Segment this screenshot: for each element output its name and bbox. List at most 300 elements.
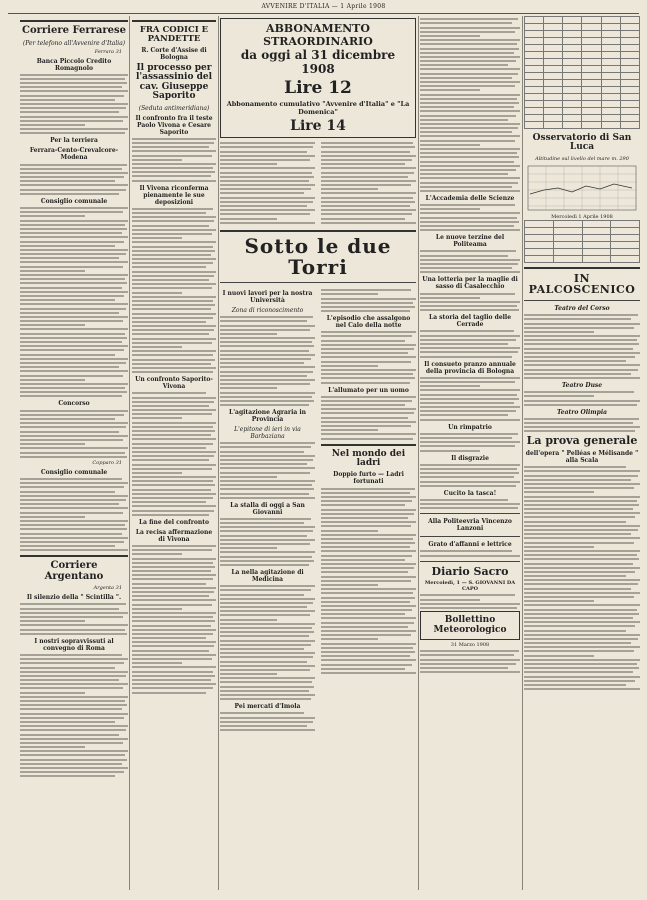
article-heading: Consiglio comunale (40, 468, 108, 476)
text-line (20, 120, 123, 122)
text-line (321, 617, 416, 619)
text-line (20, 245, 115, 247)
text-line (524, 491, 594, 493)
text-line (220, 404, 309, 406)
divider (420, 536, 520, 537)
notice-heading: Alla Politeevria Vincenzo Lanzoni (428, 518, 512, 533)
text-line (524, 500, 637, 502)
text-line (420, 659, 520, 661)
text-line (420, 169, 516, 171)
text-line (321, 289, 411, 291)
text-line (220, 539, 315, 541)
text-line (132, 155, 212, 157)
table-cell (525, 220, 554, 227)
column-rule (418, 16, 419, 890)
text-line (220, 585, 315, 587)
text-line (132, 505, 216, 507)
article-heading: La fine del confronto (138, 518, 210, 526)
text-line (524, 650, 634, 652)
text-line (20, 683, 128, 685)
text-line (20, 337, 127, 339)
text-line (220, 669, 310, 671)
table-row (525, 255, 640, 262)
text-line (321, 159, 412, 161)
divider (321, 444, 416, 446)
text-line (220, 400, 314, 402)
table-cell (563, 115, 582, 122)
table-cell (563, 31, 582, 38)
text-line (132, 434, 211, 436)
text-line (132, 570, 211, 572)
article-heading: Un confronto Saporito-Vivona (135, 376, 213, 391)
text-line (132, 671, 213, 673)
column-spettacoli (524, 16, 640, 890)
text-line (20, 228, 127, 230)
text-line (20, 612, 128, 614)
article-body (321, 396, 416, 440)
text-line (220, 635, 309, 637)
text-line (220, 379, 315, 381)
text-line (220, 451, 304, 453)
text-line (420, 182, 518, 184)
text-line (20, 358, 128, 360)
text-line (321, 630, 416, 632)
text-line (321, 298, 416, 300)
text-line (524, 356, 635, 358)
column-tribunali (132, 16, 216, 890)
table-cell (582, 87, 601, 94)
text-line (321, 492, 410, 494)
text-line (220, 387, 277, 389)
text-line (321, 163, 405, 165)
table-cell (601, 101, 620, 108)
article-heading: La nella agitazione di Medicina (231, 568, 304, 583)
text-line (132, 591, 214, 593)
text-line (20, 107, 126, 109)
article-heading: L'Accademia delle Scienze (425, 194, 515, 202)
text-line (132, 342, 212, 344)
text-line (524, 418, 639, 420)
text-line (20, 349, 124, 351)
table-cell (601, 122, 620, 129)
table-row (525, 59, 640, 66)
text-line (220, 602, 313, 604)
text-line (321, 664, 412, 666)
table-cell (620, 24, 639, 31)
article-heading: Un rimpatrio (448, 423, 492, 431)
table-cell (620, 115, 639, 122)
divider (132, 20, 216, 22)
text-line (420, 667, 508, 669)
table-cell (553, 227, 582, 234)
text-line (524, 348, 633, 350)
table-cell (544, 115, 563, 122)
weather-table (524, 16, 640, 129)
text-line (420, 450, 480, 452)
article-body (20, 478, 128, 551)
text-line (20, 456, 127, 458)
text-line (321, 172, 414, 174)
text-line (420, 671, 520, 673)
text-line (20, 257, 119, 259)
text-line (20, 168, 122, 170)
text-line (321, 369, 416, 371)
table-cell (563, 66, 582, 73)
text-line (420, 27, 520, 29)
text-line (132, 658, 212, 660)
text-line (20, 700, 125, 702)
text-line (132, 679, 211, 681)
text-line (220, 218, 277, 220)
text-line (420, 115, 516, 117)
ad-title: ABBONAMENTO STRAORDINARIO (263, 22, 373, 48)
text-line (20, 443, 85, 445)
text-line (321, 513, 414, 515)
text-line (420, 594, 515, 596)
text-line (20, 266, 123, 268)
column-rule (129, 16, 130, 890)
article-body (132, 208, 216, 373)
text-line (20, 545, 115, 547)
table-cell (601, 87, 620, 94)
table-cell (563, 80, 582, 87)
text-line (524, 671, 633, 673)
table-cell (611, 241, 640, 248)
text-line (321, 344, 416, 346)
text-line (20, 754, 125, 756)
table-cell (601, 45, 620, 52)
text-line (220, 146, 313, 148)
article-heading: Mercoledì, 1 — S. GIOVANNI DA CAPO (424, 580, 516, 593)
text-line (321, 377, 415, 379)
text-line (20, 516, 85, 518)
dateline: Argenta 31 (93, 585, 122, 592)
observation-table (524, 220, 640, 263)
text-line (420, 94, 520, 96)
text-line (420, 603, 520, 605)
text-line (132, 171, 215, 173)
text-line (420, 599, 480, 601)
text-line (20, 422, 128, 424)
table-cell (582, 45, 601, 52)
text-line (132, 275, 214, 277)
text-line (132, 146, 209, 148)
text-line (524, 352, 640, 354)
article-heading: L'agitazione Agraria in Provincia (229, 409, 306, 424)
text-line (20, 241, 124, 243)
table-cell (620, 73, 639, 80)
text-line (420, 119, 508, 121)
text-line (20, 478, 122, 480)
text-line (132, 208, 213, 210)
table-cell (544, 52, 563, 59)
table-cell (601, 52, 620, 59)
text-line (20, 232, 122, 234)
table-row (525, 73, 640, 80)
text-line (420, 406, 520, 408)
text-line (132, 468, 212, 470)
article-heading: La stalla di oggi a San Giovanni (230, 501, 305, 516)
text-line (220, 598, 315, 600)
text-line (420, 550, 512, 552)
text-line (20, 654, 122, 656)
text-line (132, 578, 213, 580)
text-line (20, 608, 119, 610)
divider (220, 230, 416, 232)
article-heading: Teatro Olimpia (556, 408, 607, 416)
subcolumn (220, 287, 315, 733)
article-body (420, 330, 520, 357)
text-line (220, 712, 304, 714)
table-cell (582, 234, 611, 241)
table-cell (525, 52, 544, 59)
table-cell (525, 59, 544, 66)
text-line (132, 233, 212, 235)
text-line (220, 648, 304, 650)
table-cell (553, 255, 582, 262)
text-line (132, 687, 213, 689)
text-line (220, 673, 277, 675)
text-line (220, 619, 277, 621)
text-line (524, 426, 640, 428)
table-cell (601, 59, 620, 66)
text-line (20, 375, 123, 377)
table-cell (525, 108, 544, 115)
text-line (220, 337, 315, 339)
text-line (132, 313, 216, 315)
text-line (20, 320, 123, 322)
table-cell (525, 241, 554, 248)
text-line (321, 433, 416, 435)
text-line (220, 547, 277, 549)
article-body (220, 518, 315, 566)
text-line (524, 588, 631, 590)
text-line (220, 677, 315, 679)
text-line (220, 476, 277, 478)
text-line (20, 391, 127, 393)
text-line (20, 220, 128, 222)
text-line (20, 324, 85, 326)
text-line (524, 470, 640, 472)
text-line (420, 385, 480, 387)
text-line (524, 583, 638, 585)
article-heading: Il silenzio della " Scintilla ". (26, 594, 122, 602)
text-line (321, 521, 416, 523)
text-line (20, 633, 127, 635)
text-line (132, 562, 213, 564)
table-cell (620, 66, 639, 73)
text-line (524, 377, 640, 379)
text-line (524, 563, 633, 565)
text-line (132, 629, 216, 631)
text-line (132, 287, 212, 289)
text-line (420, 52, 514, 54)
text-line (321, 205, 410, 207)
text-line (132, 514, 209, 516)
text-line (321, 643, 416, 645)
text-line (132, 583, 206, 585)
ad-cumulative: Abbonamento cumulativo "Avvenire d'Italia" e "La Domenica" (226, 100, 410, 116)
text-line (220, 213, 310, 215)
text-line (220, 526, 315, 528)
text-line (321, 146, 415, 148)
text-line (420, 441, 520, 443)
table-cell (544, 24, 563, 31)
table-cell (601, 38, 620, 45)
text-line (132, 662, 182, 664)
text-line (20, 345, 128, 347)
text-line (220, 442, 315, 444)
section-title: Sotto le due Torri (244, 233, 392, 279)
table-cell (601, 31, 620, 38)
text-line (420, 297, 480, 299)
text-line (20, 763, 122, 765)
text-line (220, 725, 307, 727)
text-line (321, 412, 414, 414)
text-line (20, 180, 115, 182)
article-body (321, 331, 416, 383)
text-line (420, 98, 517, 100)
text-line (220, 640, 315, 642)
text-line (321, 509, 416, 511)
table-cell (582, 122, 601, 129)
text-line (321, 672, 416, 674)
divider (524, 267, 640, 269)
article-heading: Ferrara-Cento-Crevalcore-Modena (29, 147, 119, 162)
text-line (20, 771, 124, 773)
text-line (524, 318, 631, 320)
table-cell (525, 80, 544, 87)
text-line (524, 680, 635, 682)
text-line (321, 340, 405, 342)
text-line (321, 588, 416, 590)
barometer-graph (524, 164, 640, 212)
text-line (420, 18, 518, 20)
text-line (420, 64, 508, 66)
text-line (20, 491, 115, 493)
text-line (420, 35, 480, 37)
table-cell (601, 115, 620, 122)
text-line (132, 167, 213, 169)
table-cell (544, 45, 563, 52)
text-line (20, 675, 126, 677)
article-heading: La recisa affermazione di Vivona (135, 528, 213, 543)
text-line (524, 600, 594, 602)
text-line (220, 392, 315, 394)
text-line (132, 455, 214, 457)
text-line (132, 587, 216, 589)
text-line (420, 335, 520, 337)
text-line (132, 625, 211, 627)
text-line (420, 212, 520, 214)
subcolumn (321, 287, 416, 733)
section-title: Corriere Argentano (44, 560, 104, 582)
divider (220, 282, 416, 283)
divider (20, 20, 128, 22)
text-line (132, 574, 216, 576)
text-line (321, 525, 411, 527)
text-line (420, 309, 519, 311)
table-cell (544, 31, 563, 38)
text-line (132, 392, 206, 394)
table-cell (544, 108, 563, 115)
text-line (20, 537, 128, 539)
masthead (8, 0, 639, 14)
text-line (20, 452, 125, 454)
text-line (132, 296, 216, 298)
text-line (132, 612, 216, 614)
text-line (132, 501, 206, 503)
text-line (220, 396, 312, 398)
text-line (132, 637, 206, 639)
text-line (321, 655, 410, 657)
text-line (321, 668, 405, 670)
text-line (321, 538, 413, 540)
text-line (420, 305, 517, 307)
text-line (132, 229, 216, 231)
text-line (132, 616, 213, 618)
article-heading: Concorso (58, 400, 90, 408)
text-line (132, 493, 216, 495)
text-line (132, 401, 214, 403)
text-line (132, 367, 216, 369)
text-line (321, 542, 415, 544)
article-body (20, 164, 128, 195)
table-cell (620, 52, 639, 59)
text-line (132, 430, 215, 432)
text-line (420, 140, 515, 142)
text-line (20, 679, 119, 681)
text-line (524, 512, 640, 514)
table-cell (525, 115, 544, 122)
text-line (321, 142, 413, 144)
table-row (525, 38, 640, 45)
ad-period: da oggi al 31 dicembre 1908 (240, 48, 396, 76)
text-line (524, 364, 640, 366)
text-line (321, 365, 378, 367)
text-line (20, 629, 125, 631)
text-line (321, 580, 411, 582)
text-line (132, 308, 211, 310)
text-line (420, 499, 508, 501)
text-line (220, 717, 315, 719)
text-line (524, 422, 633, 424)
text-line (132, 608, 182, 610)
table-cell (525, 66, 544, 73)
table-cell (582, 80, 601, 87)
table-cell (563, 73, 582, 80)
table-cell (563, 101, 582, 108)
table-cell (620, 45, 639, 52)
meteo-date: 31 Marzo 1908 (450, 641, 490, 648)
text-line (420, 301, 520, 303)
text-line (524, 508, 633, 510)
text-line (524, 596, 634, 598)
text-line (420, 410, 516, 412)
text-line (420, 650, 519, 652)
subscription-ad (220, 18, 416, 138)
text-line (220, 656, 313, 658)
section-title: FRA CODICI E PANDETTE (139, 25, 209, 44)
text-line (220, 652, 315, 654)
article-body (321, 488, 416, 674)
text-line (420, 377, 520, 379)
table-cell (563, 38, 582, 45)
table-cell (525, 38, 544, 45)
table-row (525, 115, 640, 122)
text-line (420, 339, 516, 341)
text-line (420, 81, 520, 83)
